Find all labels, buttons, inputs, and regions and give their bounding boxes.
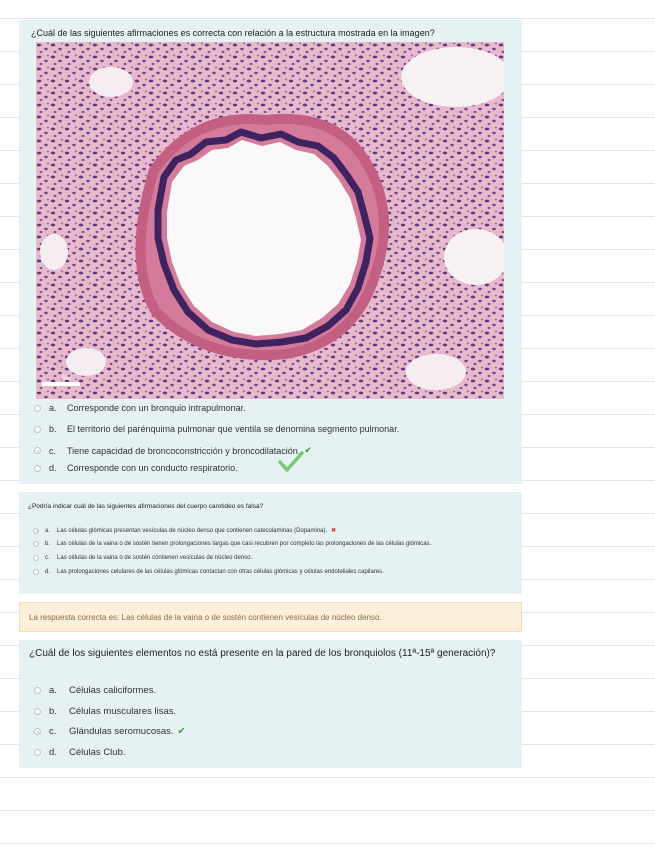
q1-option-c-text: Tiene capacidad de broncoconstricción y broncodilatación. <box>67 445 301 456</box>
q3-radio-a[interactable] <box>34 687 41 694</box>
q2-option-b-text: Las células de la vaina o de sostén tienen prolongaciones largas que casi recubren por completo las prolongaciones de las células glómicas. <box>57 541 432 547</box>
q2-option-d-letter: d. <box>45 569 51 575</box>
handwritten-check-icon <box>278 450 304 474</box>
check-icon: ✔ <box>177 726 186 737</box>
q2-option-c-text: Las células de la vaina o de sostén contienen vesículas de núcleo denso. <box>57 555 253 561</box>
q3-option-b-text: Células musculares lisas. <box>69 706 177 717</box>
scale-label: Bar <box>62 376 72 382</box>
q2-radio-d[interactable] <box>33 569 39 575</box>
q1-option-b-text: El territorio del parénquima pulmonar que ventila se denomina segmento pulmonar. <box>67 424 400 434</box>
question-1-text: ¿Cuál de las siguientes afirmaciones es correcta con relación a la estructura mostrada en la imagen? <box>31 28 435 38</box>
q2-option-c[interactable] <box>33 555 252 561</box>
q1-option-c[interactable] <box>34 445 312 456</box>
q2-radio-a[interactable] <box>33 528 39 534</box>
ruled-line <box>0 777 655 778</box>
q1-option-d-text: Corresponde con un conducto respiratorio. <box>67 463 238 473</box>
q2-option-d-text: Las prolongaciones celulares de las células glómicas contactan con otras células glómicas y células endoteliales capilares. <box>57 569 384 575</box>
ruled-line <box>0 843 655 844</box>
q2-radio-c[interactable] <box>33 555 39 561</box>
ruled-line <box>0 810 655 811</box>
q3-option-c-text: Glándulas seromucosas. <box>69 726 174 737</box>
q2-option-b-letter: b. <box>45 541 51 547</box>
q3-option-b-letter: b. <box>49 706 57 717</box>
q1-option-b-letter: b. <box>49 424 57 434</box>
q3-radio-c[interactable] <box>34 728 41 735</box>
q3-option-d-text: Células Club. <box>69 747 126 758</box>
question-card-3 <box>19 640 522 768</box>
q3-option-d-letter: d. <box>49 747 57 758</box>
q3-option-a[interactable] <box>34 685 156 696</box>
q3-option-a-letter: a. <box>49 685 57 696</box>
q3-option-d[interactable] <box>34 747 126 758</box>
q2-option-d[interactable] <box>33 569 384 575</box>
q2-radio-b[interactable] <box>33 541 39 547</box>
q1-radio-c[interactable] <box>34 447 41 454</box>
question-2-text: ¿Podría indicar cuál de las siguientes afirmaciones del cuerpo carotideo es falsa? <box>28 503 264 510</box>
cross-icon: ✖ <box>331 528 337 534</box>
q1-option-d-letter: d. <box>49 463 57 473</box>
q2-option-a-letter: a. <box>45 527 51 534</box>
q3-radio-d[interactable] <box>34 749 41 756</box>
q1-radio-a[interactable] <box>34 405 41 412</box>
q3-option-a-text: Células caliciformes. <box>69 685 157 696</box>
q2-option-a[interactable] <box>33 527 336 534</box>
q2-option-b[interactable] <box>33 541 431 547</box>
q1-option-d[interactable] <box>34 463 238 473</box>
q2-option-a-text: Las células glómicas presentan vesículas de núcleo denso que contienen catecolaminas (Dopamina). <box>57 527 328 534</box>
q3-option-c-letter: c. <box>49 726 57 737</box>
question-3-text: ¿Cuál de los siguientes elementos no está presente en la pared de los bronquiolos (11ª-15ª generación)? <box>29 648 496 659</box>
q1-option-c-letter: c. <box>49 445 57 456</box>
question-card-2 <box>19 492 522 594</box>
q3-radio-b[interactable] <box>34 708 41 715</box>
histology-image <box>36 42 504 399</box>
q1-radio-d[interactable] <box>34 465 41 472</box>
check-icon: ✔ <box>304 445 312 455</box>
q1-option-a-letter: a. <box>49 403 57 413</box>
q3-option-b[interactable] <box>34 706 176 717</box>
q1-option-a-text: Corresponde con un bronquio intrapulmonar. <box>67 403 246 413</box>
q2-option-c-letter: c. <box>45 555 50 561</box>
q3-option-c[interactable] <box>34 726 186 737</box>
q1-option-a[interactable] <box>34 403 246 413</box>
feedback-box: La respuesta correcta es: Las células de la vaina o de sostén contienen vesículas de núcleo denso. <box>19 602 522 632</box>
question-card-1 <box>19 20 522 484</box>
q1-radio-b[interactable] <box>34 426 41 433</box>
q1-option-b[interactable] <box>34 424 399 434</box>
ruled-line <box>0 18 655 19</box>
